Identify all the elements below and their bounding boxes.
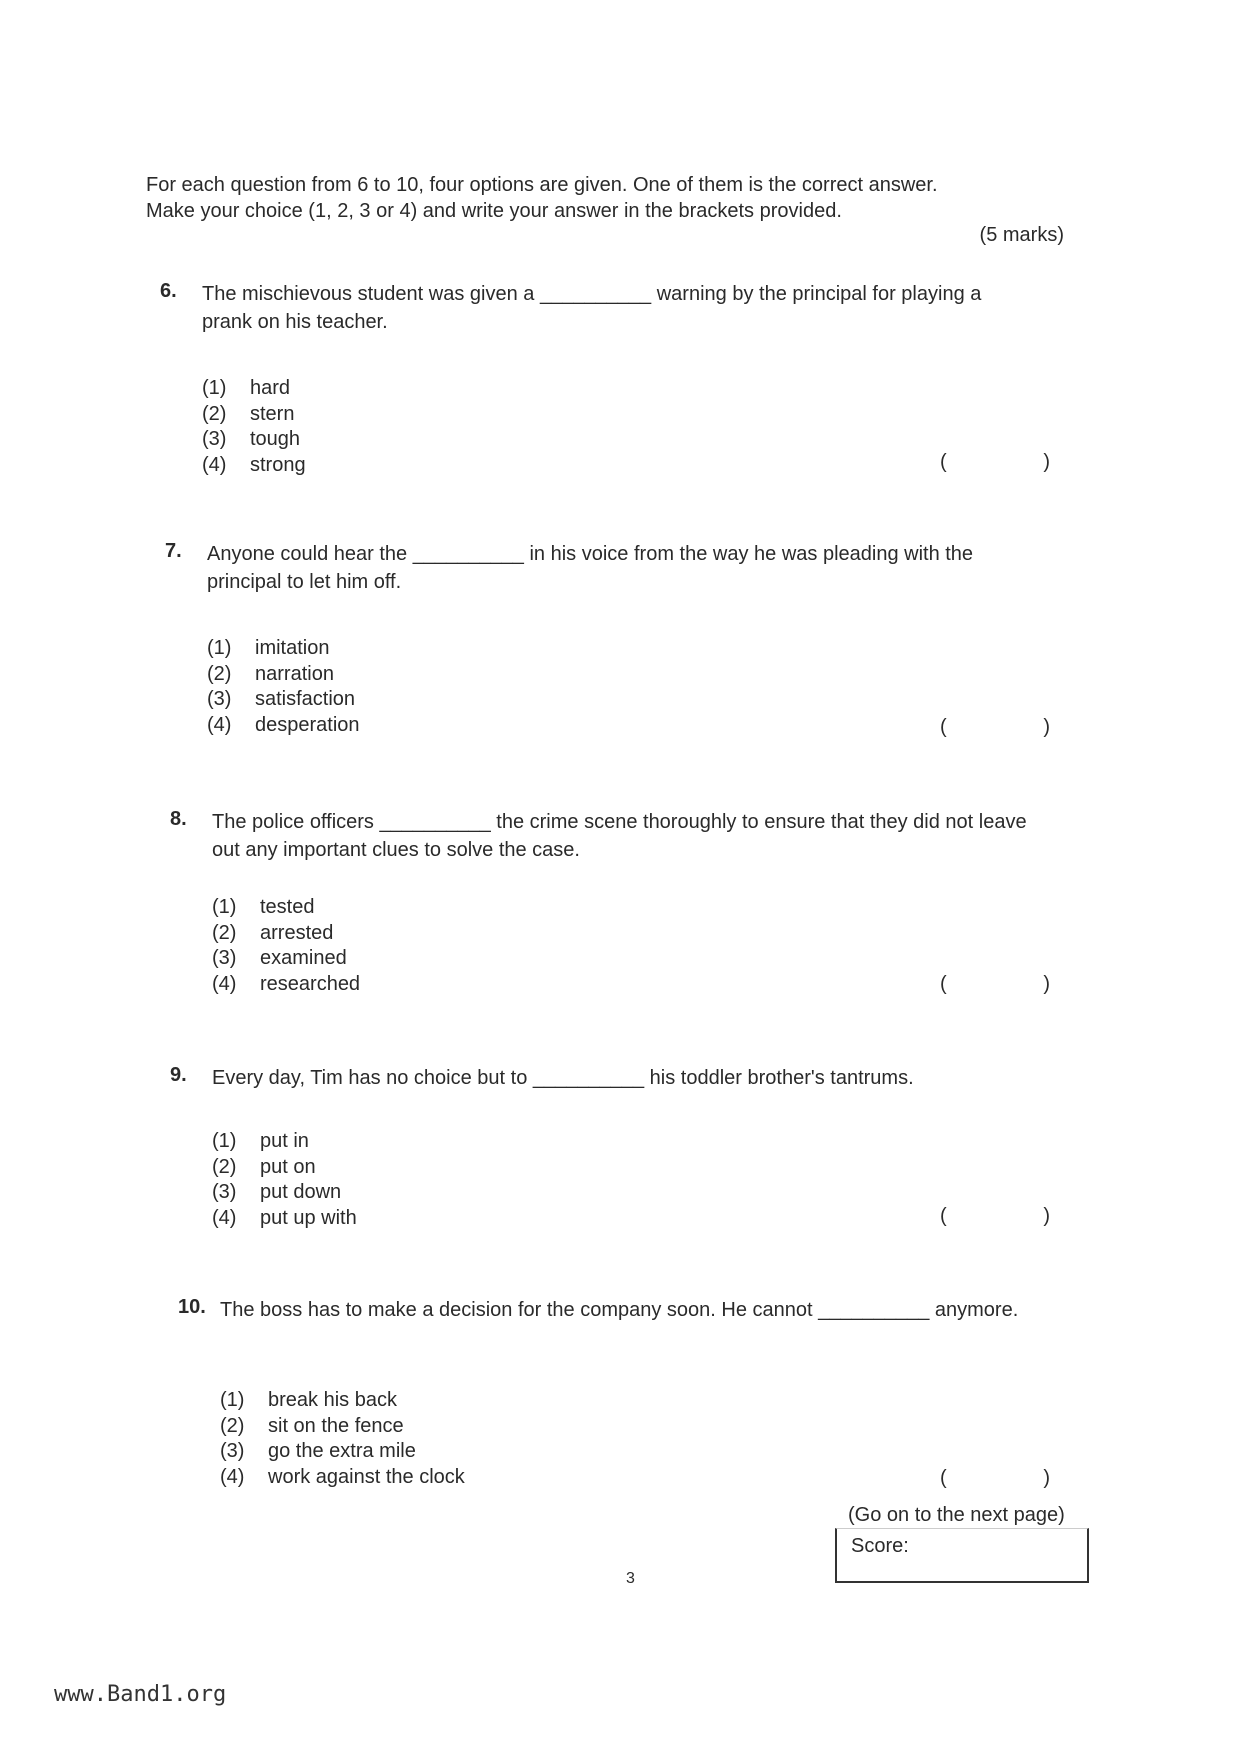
option-text: narration xyxy=(255,662,334,685)
option xyxy=(212,895,360,921)
instructions xyxy=(146,172,1076,224)
options-list xyxy=(220,1388,465,1490)
option-number: (1) xyxy=(212,1130,237,1152)
go-on-note: (Go on to the next page) xyxy=(848,1504,1065,1526)
option-number: (2) xyxy=(220,1414,245,1437)
option-text: tested xyxy=(260,896,315,918)
options-list xyxy=(202,376,306,478)
option xyxy=(212,921,360,947)
options-list xyxy=(212,1129,357,1231)
option-text: put in xyxy=(260,1130,309,1152)
option-text: put up with xyxy=(260,1206,357,1229)
option-text: satisfaction xyxy=(255,688,356,710)
option xyxy=(212,1129,357,1155)
options-list xyxy=(212,895,360,997)
close-bracket: ) xyxy=(1043,973,1050,995)
instruction-line-2: Make your choice (1, 2, 3 or 4) and write your answer in the brackets provided. xyxy=(146,200,842,222)
option xyxy=(202,453,306,479)
option-text: put on xyxy=(260,1155,316,1178)
question-text: The boss has to make a decision for the company soon. He cannot __________ anymore. xyxy=(220,1299,1019,1321)
option-text: put down xyxy=(260,1181,342,1203)
score-box xyxy=(835,1528,1089,1583)
option-number: (3) xyxy=(207,688,232,710)
open-bracket: ( xyxy=(940,1467,947,1489)
option-text: arrested xyxy=(260,921,334,944)
close-bracket: ) xyxy=(1043,1467,1050,1489)
question-number: 10. xyxy=(178,1296,206,1318)
option xyxy=(220,1439,465,1465)
option-text: go the extra mile xyxy=(268,1440,416,1462)
option-number: (3) xyxy=(202,428,227,450)
option-text: tough xyxy=(250,428,301,450)
option-number: (3) xyxy=(212,1181,237,1203)
option xyxy=(220,1414,465,1440)
option-number: (2) xyxy=(212,921,237,944)
close-bracket: ) xyxy=(1043,1205,1050,1227)
answer-brackets[interactable] xyxy=(940,1205,1050,1228)
option-text: break his back xyxy=(268,1389,397,1411)
option-text: desperation xyxy=(255,713,360,736)
question-text: Anyone could hear the __________ in his voice from the way he was pleading with the principal to let him off. xyxy=(207,543,974,593)
option-number: (1) xyxy=(212,896,237,918)
question-text: The police officers __________ the crime scene thoroughly to ensure that they did not leave out any important clues to solve the case. xyxy=(212,811,1027,861)
answer-brackets[interactable] xyxy=(940,451,1050,474)
option-number: (2) xyxy=(207,662,232,685)
question-number: 9. xyxy=(170,1064,187,1086)
option xyxy=(207,662,360,688)
option-text: researched xyxy=(260,972,361,995)
option-number: (1) xyxy=(207,637,232,659)
option-number: (3) xyxy=(212,947,237,969)
page-number: 3 xyxy=(626,1570,635,1587)
option-number: (4) xyxy=(212,972,237,995)
option xyxy=(202,376,306,402)
open-bracket: ( xyxy=(940,451,947,473)
option xyxy=(212,1206,357,1232)
question-number: 6. xyxy=(160,280,177,302)
option-text: work against the clock xyxy=(268,1465,465,1488)
option-text: hard xyxy=(250,377,291,399)
option xyxy=(202,402,306,428)
instruction-line-1: For each question from 6 to 10, four options are given. One of them is the correct answer. xyxy=(146,174,938,196)
question-text: The mischievous student was given a __________ warning by the principal for playing a prank on his teacher. xyxy=(202,283,982,333)
option-number: (3) xyxy=(220,1440,245,1462)
answer-brackets[interactable] xyxy=(940,1467,1050,1490)
option-number: (4) xyxy=(207,713,232,736)
option-text: strong xyxy=(250,453,306,476)
option-text: stern xyxy=(250,402,295,425)
option-number: (2) xyxy=(202,402,227,425)
option xyxy=(202,427,306,453)
website-watermark: www.Band1.org xyxy=(54,1682,227,1707)
option-number: (4) xyxy=(212,1206,237,1229)
question-number: 8. xyxy=(170,808,187,830)
option xyxy=(220,1465,465,1491)
answer-brackets[interactable] xyxy=(940,716,1050,739)
option-text: sit on the fence xyxy=(268,1414,404,1437)
option xyxy=(207,713,360,739)
question-number: 7. xyxy=(165,540,182,562)
option xyxy=(212,972,360,998)
open-bracket: ( xyxy=(940,716,947,738)
question-text: Every day, Tim has no choice but to __________ his toddler brother's tantrums. xyxy=(212,1067,914,1089)
option-number: (4) xyxy=(202,453,227,476)
marks-label: (5 marks) xyxy=(979,224,1064,246)
option xyxy=(212,1155,357,1181)
option-text: examined xyxy=(260,947,347,969)
option xyxy=(212,946,360,972)
option xyxy=(207,636,360,662)
option-number: (2) xyxy=(212,1155,237,1178)
option-number: (1) xyxy=(220,1389,245,1411)
close-bracket: ) xyxy=(1043,716,1050,738)
options-list xyxy=(207,636,360,738)
option xyxy=(212,1180,357,1206)
option-number: (1) xyxy=(202,377,227,399)
open-bracket: ( xyxy=(940,973,947,995)
answer-brackets[interactable] xyxy=(940,973,1050,996)
open-bracket: ( xyxy=(940,1205,947,1227)
score-label: Score: xyxy=(851,1535,909,1557)
close-bracket: ) xyxy=(1043,451,1050,473)
option-text: imitation xyxy=(255,637,330,659)
option xyxy=(207,687,360,713)
option-number: (4) xyxy=(220,1465,245,1488)
option xyxy=(220,1388,465,1414)
